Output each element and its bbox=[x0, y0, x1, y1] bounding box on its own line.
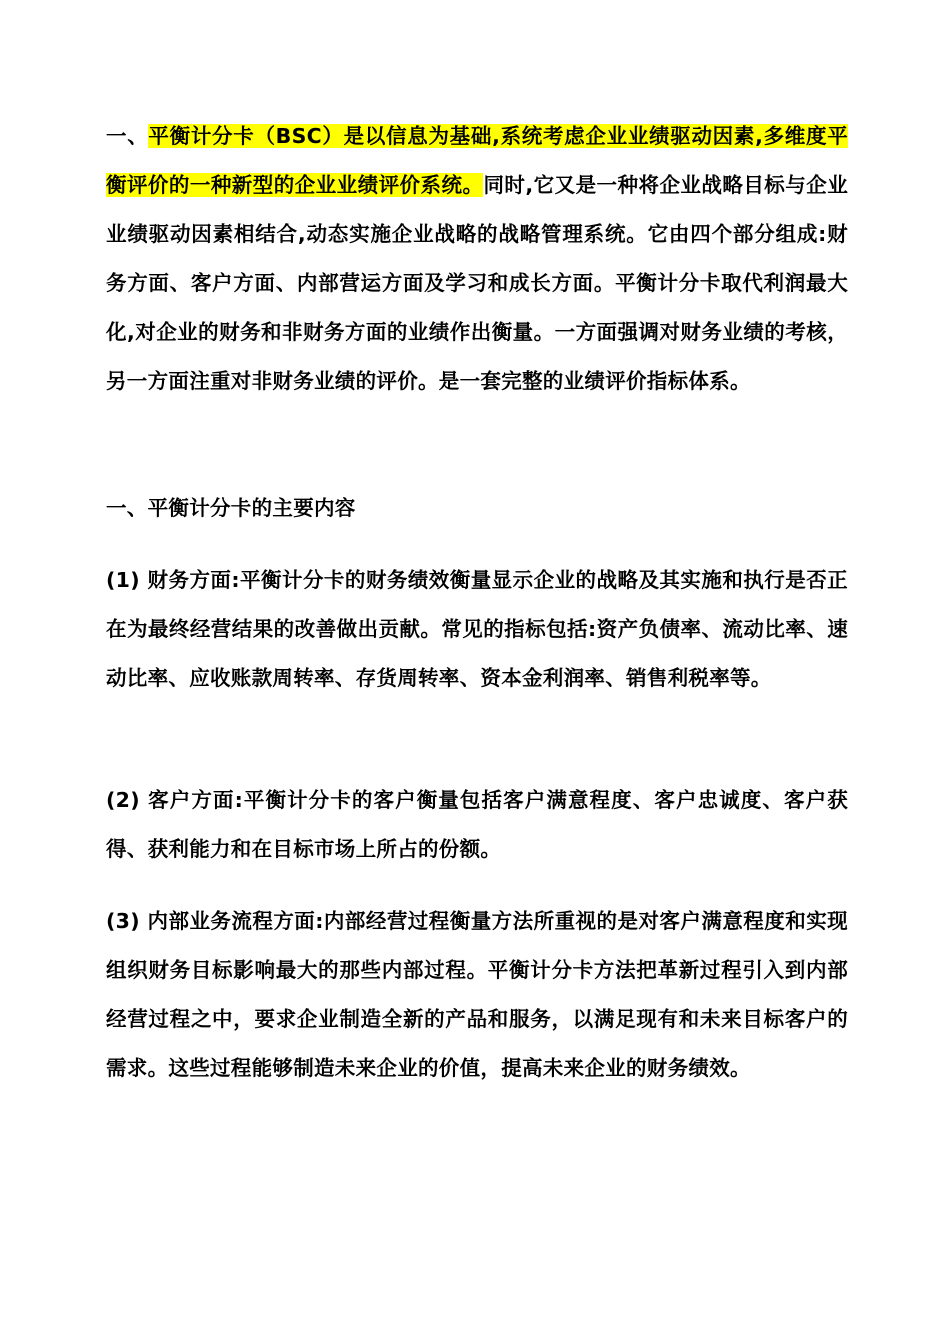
intro-highlighted-text: 平衡计分卡（BSC）是以信息为基础,系统考虑企业业绩驱动因素,多维度平衡评价的一种新型的企业业绩评价系统。 bbox=[106, 124, 848, 197]
intro-body-text: 同时,它又是一种将企业战略目标与企业业绩驱动因素相结合,动态实施企业战略的战略管理系统。它由四个部分组成:财务方面、客户方面、内部营运方面及学习和成长方面。平衡计分卡取代利润最大化,对企业的财务和非财务方面的业绩作出衡量。一方面强调对财务业绩的考核，另一方面注重对非财务业绩的评价。是一套完整的业绩评价指标体系。 bbox=[106, 173, 848, 393]
item-customer: (2) 客户方面:平衡计分卡的客户衡量包括客户满意程度、客户忠诚度、客户获得、获利能力和在目标市场上所占的份额。 bbox=[106, 788, 848, 861]
item-internal-process: (3) 内部业务流程方面:内部经营过程衡量方法所重视的是对客户满意程度和实现组织财务目标影响最大的那些内部过程。平衡计分卡方法把革新过程引入到内部经营过程之中，要求企业制造全新的产品和服务，以满足现有和未来目标客户的需求。这些过程能够制造未来企业的价值，提高未来企业的财务绩效。 bbox=[106, 909, 848, 1080]
item-financial: (1) 财务方面:平衡计分卡的财务绩效衡量显示企业的战略及其实施和执行是否正在为最终经营结果的改善做出贡献。常见的指标包括:资产负债率、流动比率、速动比率、应收账款周转率、存货周转率、资本金利润率、销售利税率等。 bbox=[106, 568, 848, 690]
intro-prefix: 一、 bbox=[106, 124, 149, 148]
section-heading: 一、平衡计分卡的主要内容 bbox=[106, 496, 356, 520]
intro-paragraph bbox=[106, 112, 848, 406]
